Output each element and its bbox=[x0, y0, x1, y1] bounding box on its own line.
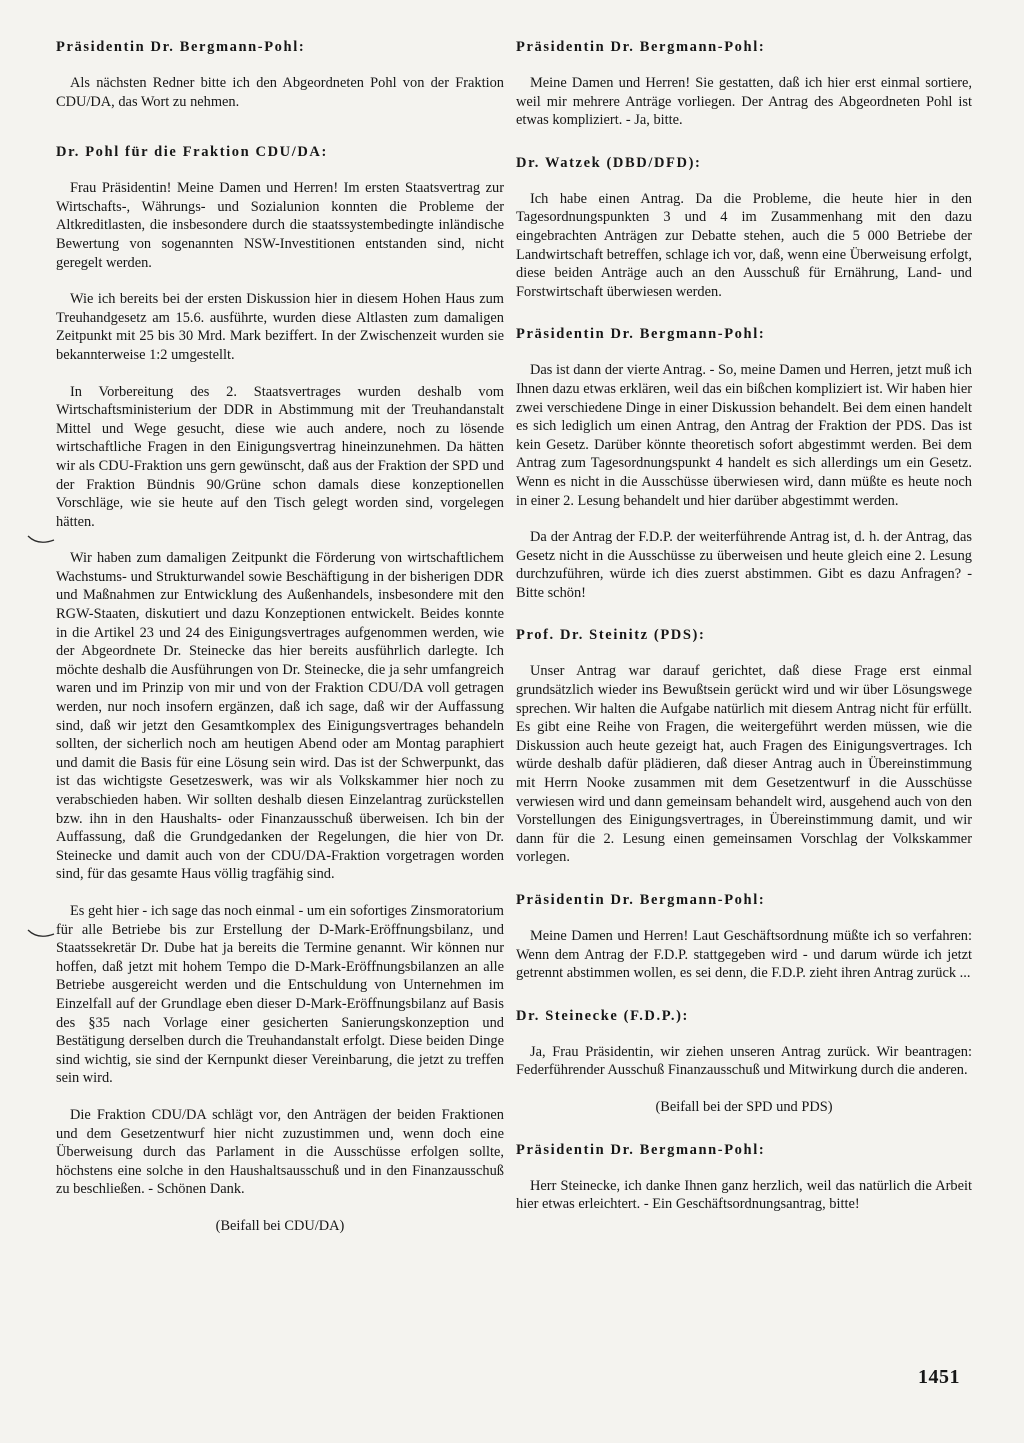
left-column bbox=[56, 38, 504, 1259]
speech-paragraph: In Vorbereitung des 2. Staatsvertrages wurden deshalb vom Wirtschaftsministerium der DDR in Abstimmung mit der Treuhandanstalt Mittel und Wege gesucht, diese wie auch andere, noch zu lösende wirtschaftliche Fragen in den Einigungsvertrag hineinzunehmen. Da hätten wir als CDU-Fraktion uns gern gewünscht, daß aus der Fraktion der SPD und der Fraktion Bündnis 90/Grüne schon damals diese konzeptionellen Vorschläge, wie sie heute auf den Tisch gelegt worden sind, vorgelegen hätten. bbox=[56, 383, 504, 530]
page-number: 1451 bbox=[918, 1366, 960, 1388]
speaker-heading: Präsidentin Dr. Bergmann-Pohl: bbox=[516, 39, 766, 55]
speaker-heading: Präsidentin Dr. Bergmann-Pohl: bbox=[516, 326, 766, 343]
speaker-heading: Dr. Steinecke (F.D.P.): bbox=[516, 1007, 689, 1024]
speech-paragraph: Herr Steinecke, ich danke Ihnen ganz herzlich, weil das natürlich die Arbeit hier etwas erleichtert. - Ein Geschäftsordnungsantrag, bitte! bbox=[516, 1177, 972, 1213]
right-column bbox=[516, 38, 972, 1232]
speaker-heading: Präsidentin Dr. Bergmann-Pohl: bbox=[56, 39, 306, 55]
speech-paragraph: Meine Damen und Herren! Laut Geschäftsordnung müßte ich so verfahren: Wenn dem Antrag der F.D.P. stattgegeben wird - und darum würde ich jetzt getrennt abstimmen wollen, es sei denn, die F.D.P. zieht ihren Antrag zurück ... bbox=[516, 928, 972, 982]
speech-paragraph: Meine Damen und Herren! Sie gestatten, daß ich hier erst einmal sortiere, weil mir mehrere Anträge vorliegen. Der Antrag des Abgeordneten Pohl ist etwas kompliziert. - Ja, bitte. bbox=[516, 75, 972, 129]
speech-paragraph: Ich habe einen Antrag. Da die Probleme, die heute hier in den Tagesordnungspunkten 3 und 4 im Zusammenhang mit den dazu eingebrachten Anträgen zur Debatte stehen, auch die 5 000 Betriebe der Landwirtschaft betreffen, schlage ich vor, daß, wenn eine Überweisung erfolgt, diese beiden Anträge auch an den Ausschuß für Ernährung, Land- und Forstwirtschaft überwiesen werden. bbox=[516, 190, 972, 300]
speaker-heading: Dr. Watzek (DBD/DFD): bbox=[516, 154, 702, 171]
speech-paragraph: Wir haben zum damaligen Zeitpunkt die Förderung von wirtschaftlichem Wachstums- und Strukturwandel sowie Beschäftigung in der bisherigen DDR und Maßnahmen zur Entwicklung des Außenhandels, insbesondere mit den RGW-Staaten, diskutiert und dazu Konzeptionen entwickelt. Beides konnte in die Artikel 23 und 24 des Einigungsvertrages aufgenommen werden, wie der Abgeordnete Dr. Steinecke das hier bereits ausführlich darlegte. Ich möchte deshalb die Ausführungen von Dr. Steinecke, die ja sehr umfangreich waren und im Prinzip von mir und von der Fraktion CDU/DA voll getragen werden, nur noch insofern ergänzen, daß ich sage, daß wir der Auffassung sind, daß wir jetzt den Gesamtkomplex des Einigungsvertrages behandeln sollten, der sicherlich noch am heutigen Abend oder am Montag paraphiert und damit die Basis für eine Lösung sein wird. Das ist der Schwerpunkt, das ist das wichtigste Gesetzeswerk, was wir als Volkskammer hier noch zu verabschieden haben. Wir sollten deshalb diesen Einzelantrag zurückstellen bzw. ihn in den Haushalts- oder Finanzausschuß überweisen. Ich bin der Auffassung, daß die Grundgedanken der Regelungen, die hier von Dr. Steinecke und damit auch von der CDU/DA-Fraktion vorgetragen worden sind, für das gesamte Haus völlig tragfähig sind. bbox=[56, 550, 504, 883]
speech-paragraph: Ja, Frau Präsidentin, wir ziehen unseren Antrag zurück. Wir beantragen: Federführender Ausschuß Finanzausschuß und Mitwirkung durch die anderen. bbox=[516, 1043, 972, 1079]
speech-paragraph: Unser Antrag war darauf gerichtet, daß diese Frage erst einmal grundsätzlich wieder ins Bewußtsein gerückt wird und wir über Lösungswege sprechen. Wir halten die Aufgabe natürlich mit diesem Antrag nicht für erfüllt. Es gibt eine Reihe von Fragen, die weitergeführt werden müssen, wie die Diskussion auch heute gezeigt hat, auch Fragen des Einigungsvertrages. Ich würde deshalb dafür plädieren, daß dieser Antrag auch in Übereinstimmung mit Herrn Nooke zusammen mit dem Gesetzentwurf in die Ausschüsse verwiesen wird und dann gemeinsam behandelt wird, ausgehend auch von den Vorstellungen des Einigungsvertrages, in Übereinstimmung damit, und wir dann für die 2. Lesung einen gemeinsamen Vorschlag der Volkskammer vorlegen. bbox=[516, 663, 972, 866]
speaker-heading: Dr. Pohl für die Fraktion CDU/DA: bbox=[56, 144, 328, 161]
speaker-heading: Präsidentin Dr. Bergmann-Pohl: bbox=[516, 892, 766, 908]
speaker-heading: Prof. Dr. Steinitz (PDS): bbox=[516, 627, 706, 644]
applause-note: (Beifall bei der SPD und PDS) bbox=[655, 1098, 833, 1115]
margin-mark bbox=[26, 532, 56, 548]
speaker-heading: Präsidentin Dr. Bergmann-Pohl: bbox=[516, 1141, 766, 1158]
speech-paragraph: Die Fraktion CDU/DA schlägt vor, den Anträgen der beiden Fraktionen und dem Gesetzentwurf hier nicht zuzustimmen und, wenn doch eine Überweisung durch das Parlament in die Ausschüsse erfolgen sollte, höchstens eine solche in den Haushaltsausschuß und in den Finanzausschuß zu beschließen. - Schönen Dank. bbox=[56, 1106, 504, 1198]
applause-note: (Beifall bei CDU/DA) bbox=[215, 1217, 345, 1234]
speech-paragraph: Frau Präsidentin! Meine Damen und Herren! Im ersten Staatsvertrag zur Wirtschafts-, Währungs- und Sozialunion konnten die Probleme der Altkreditlasten, die insbesondere durch die staatssystembedingte inländische Bewertung von sogenannten NSW-Investitionen entstanden sind, nicht geregelt werden. bbox=[56, 180, 504, 271]
speech-paragraph: Wie ich bereits bei der ersten Diskussion hier in diesem Hohen Haus zum Treuhandgesetz am 15.6. ausführte, wurden diese Altlasten zum damaligen Zeitpunkt mit 25 bis 30 Mrd. Mark beziffert. In der Zwischenzeit wurden sie bekannterweise 1:2 umgestellt. bbox=[56, 291, 504, 363]
speech-paragraph: Das ist dann der vierte Antrag. - So, meine Damen und Herren, jetzt muß ich Ihnen dazu etwas erklären, weil das ein bißchen kompliziert ist. Wir haben hier zwei verschiedene Dinge in einer Diskussion behandelt. Bei dem einen handelt es sich lediglich um einen Antrag, den Antrag der Fraktion der PDS. Das ist kein Gesetz. Darüber könnte theoretisch sofort abgestimmt werden. Bei dem Antrag zum Tagesordnungspunkt 4 handelt es sich allerdings um ein Gesetz. Wenn es nicht in die Ausschüsse überwiesen wird, dann müßte es heute noch in einer 2. Lesung behandelt und hier darüber abgestimmt werden. bbox=[516, 362, 972, 509]
speech-paragraph: Da der Antrag der F.D.P. der weiterführende Antrag ist, d. h. der Antrag, das Gesetz nicht in die Ausschüsse zu überweisen und heute gleich eine 2. Lesung durchzuführen, würde ich dies zuerst abstimmen. Gibt es dazu Anfragen? - Bitte schön! bbox=[516, 529, 972, 601]
speech-paragraph: Es geht hier - ich sage das noch einmal - um ein sofortiges Zinsmoratorium für alle Betriebe bis zur Erstellung der D-Mark-Eröffnungsbilanz, und Staatssekretär Dr. Dube hat ja bereits die Termine genannt. Wir können nur hoffen, daß jetzt mit hohem Tempo die D-Mark-Eröffnungsbilanzen an alle Betriebe ausgereicht werden und die Entschuldung von Unternehmen im Einzelfall auf der Grundlage eben dieser D-Mark-Eröffnungsbilanz auf Basis des §35 nach Vorlage einer gesicherten Sanierungskonzeption und Bestätigung derselben durch die Treuhandanstalt erfolgt. Diese beiden Dinge sind wichtig, sie sind der Kernpunkt dieser Vereinbarung, die jetzt zu treffen sein wird. bbox=[56, 902, 504, 1087]
speech-paragraph: Als nächsten Redner bitte ich den Abgeordneten Pohl von der Fraktion CDU/DA, das Wort zu nehmen. bbox=[56, 75, 504, 110]
margin-mark bbox=[26, 926, 56, 942]
